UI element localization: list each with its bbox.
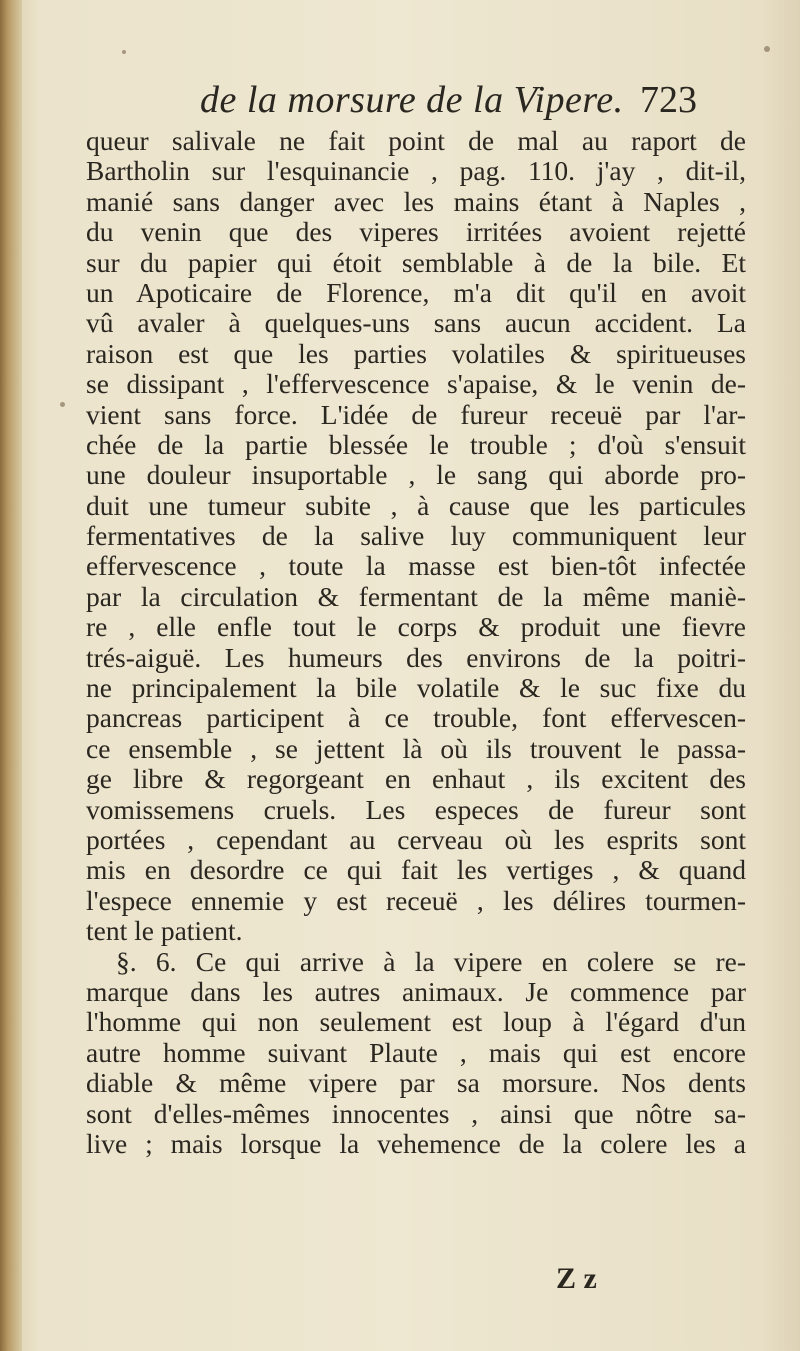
text-line: vû avaler à quelques-uns sans aucun accident. La: [86, 307, 746, 339]
running-title: de la morsure de la Vipere.: [200, 79, 624, 121]
text-line: l'espece ennemie y est receuë , les délires tourmen-: [86, 884, 746, 916]
text-line: portées , cependant au cerveau où les esprits sont: [86, 823, 746, 855]
text-line: re , elle enfle tout le corps & produit une fievre: [86, 611, 746, 643]
text-line: sont d'elles-mêmes innocentes , ainsi que nôtre sa-: [86, 1097, 746, 1129]
text-line: Bartholin sur l'esquinancie , pag. 110. j'ay , dit-il,: [86, 155, 746, 187]
page-number: 723: [640, 79, 697, 121]
text-line: vomissemens cruels. Les especes de fureur sont: [86, 793, 746, 825]
text-line: autre homme suivant Plaute , mais qui est encore: [86, 1036, 746, 1068]
text-line: fermentatives de la salive luy communiquent leur: [86, 520, 746, 552]
text-line: pancreas participent à ce trouble, font effervescen-: [86, 702, 746, 734]
paragraph-start-line: §. 6. Ce qui arrive à la vipere en colere se re-: [116, 945, 746, 977]
text-line: chée de la partie blessée le trouble ; d'où s'ensuit: [86, 428, 746, 460]
text-line: par la circulation & fermentant de la même maniè-: [86, 580, 746, 612]
text-line: mis en desordre ce qui fait les vertiges , & quand: [86, 854, 746, 886]
text-line: tent le patient.: [86, 915, 243, 947]
text-line: raison est que les parties volatiles & spiritueuses: [86, 337, 746, 369]
text-line: l'homme qui non seulement est loup à l'égard d'un: [86, 1006, 746, 1038]
text-line: marque dans les autres animaux. Je commence par: [86, 975, 746, 1007]
text-line: ce ensemble , se jettent là où ils trouvent le passa-: [86, 732, 746, 764]
text-line: se dissipant , l'effervescence s'apaise, & le venin de-: [86, 368, 746, 400]
text-line: une douleur insuportable , le sang qui aborde pro-: [86, 459, 746, 491]
text-line: ne principalement la bile volatile & le suc fixe du: [86, 672, 746, 704]
binding-gutter: [0, 0, 22, 1351]
text-line: sur du papier qui étoit semblable à de la bile. Et: [86, 246, 746, 278]
ink-spot: [764, 46, 770, 52]
text-line: un Apoticaire de Florence, m'a dit qu'il en avoit: [86, 276, 746, 308]
text-line: vient sans force. L'idée de fureur receuë par l'ar-: [86, 398, 746, 430]
body-text: [86, 126, 746, 1159]
ink-spot: [122, 50, 126, 54]
text-line: trés-aiguë. Les humeurs des environs de la poitri-: [86, 641, 746, 673]
text-line: manié sans danger avec les mains étant à Naples ,: [86, 185, 746, 217]
text-line: queur salivale ne fait point de mal au raport de: [86, 125, 746, 156]
text-line: diable & même vipere par sa morsure. Nos dents: [86, 1067, 746, 1099]
text-line: duit une tumeur subite , à cause que les particules: [86, 489, 746, 521]
text-line: ge libre & regorgeant en enhaut , ils excitent des: [86, 763, 746, 795]
text-line: live ; mais lorsque la vehemence de la colere les a: [86, 1127, 746, 1159]
ink-spot: [60, 402, 65, 407]
signature-mark: Z z: [556, 1262, 597, 1295]
text-line: du venin que des viperes irritées avoient rejetté: [86, 216, 746, 248]
text-line: effervescence , toute la masse est bien-tôt infectée: [86, 550, 746, 582]
